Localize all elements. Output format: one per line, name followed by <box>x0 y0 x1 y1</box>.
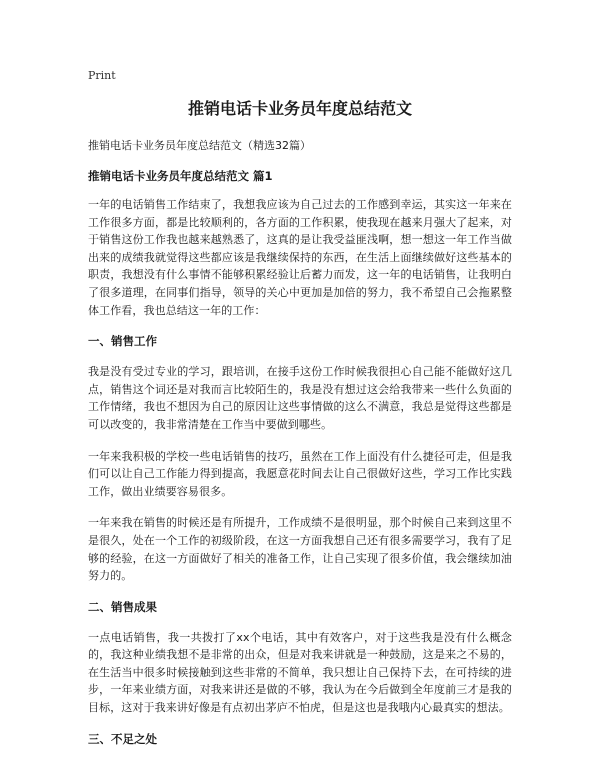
document-subtitle: 推销电话卡业务员年度总结范文（精选32篇） <box>88 139 311 152</box>
section-heading-sales-results: 二、销售成果 <box>88 599 157 614</box>
part-heading: 推销电话卡业务员年度总结范文 篇1 <box>88 169 273 183</box>
paragraph: 一年来我积极的学校一些电话销售的技巧，虽然在工作上面没有什么捷径可走，但是我们可以让自己工作能力得到提高，我愿意花时间去让自己很做好这些，学习工作比实践工作，做出业绩要容易很多。 <box>88 449 512 498</box>
intro-paragraph: 一年的电话销售工作结束了，我想我应该为自己过去的工作感到幸运，其实这一年来在工作很多方面，都是比较顺利的，各方面的工作积累，使我现在越来月强大了起来，对于销售这份工作我也越来越熟悉了，这真的是让我受益匪浅啊，想一想这一年工作当做出来的成绩我就觉得这些都应该是我继续保持的东西，在生活上面继续做好这些基本的职责，我想没有什么事情不能够积累经验让后蓄力而发，这一年的电话销售，让我明白了很多道理，在同事们指导，领导的关心中更加是加倍的努力，我不希望自己会拖累整体工作看，我也总结这一年的工作： <box>88 198 512 317</box>
print-label[interactable]: Print <box>88 69 116 82</box>
section-heading-shortcomings: 三、不足之处 <box>88 731 157 746</box>
document-page <box>88 68 512 761</box>
section-heading-sales-work: 一、销售工作 <box>88 334 157 349</box>
document-title: 推销电话卡业务员年度总结范文 <box>187 99 412 118</box>
paragraph: 一年来我在销售的时候还是有所提升，工作成绩不是很明显，那个时候自己来到这里不是很久，处在一个工作的初级阶段，在这一方面我想自己还有很多需要学习，我有了足够的经验，在这一方面做好了相关的准备工作，让自己实现了很多价值，我会继续加油努力的。 <box>88 516 512 583</box>
paragraph: 一点电话销售，我一共拨打了xx个电话，其中有效客户，对于这些我是没有什么概念的，我这种业绩我想不是非常的出众，但是对我来讲就是一种鼓励，这是来之不易的，在生活当中很多时候接触到这些非常的不简单，我只想让自己保持下去，在可持续的进步，一年来业绩方面，对我来讲还是做的不够，我认为在今后做到全年度前三才是我的目标，这对于我来讲好像是有点初出茅庐不怕虎，但是这也是我哦内心最真实的想法。 <box>88 630 512 715</box>
paragraph: 我是没有受过专业的学习，跟培训，在接手这份工作时候我很担心自己能不能做好这几点，销售这个词还是对我而言比较陌生的，我是没有想过这会给我带来一些什么负面的工作情绪，我也不想因为自己的原因让这些事情做的这么不满意，我总是觉得这些都是可以改变的，我非常清楚在工作当中要做到哪些。 <box>88 365 512 431</box>
